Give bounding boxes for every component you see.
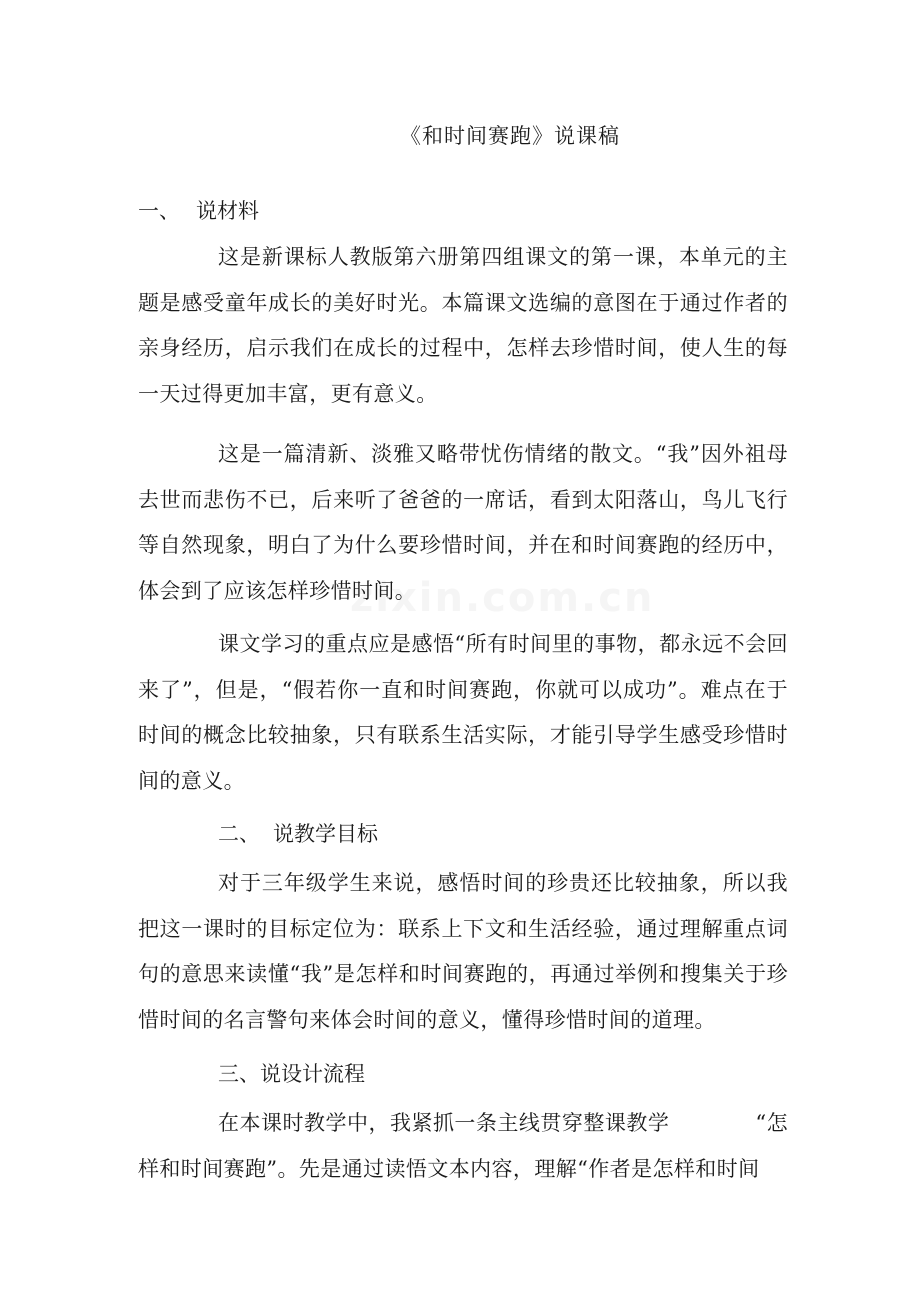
- section-heading-goals: [218, 818, 378, 848]
- watermark: zixin.com.cn: [350, 575, 655, 621]
- paragraph: [138, 432, 788, 614]
- paragraph: [138, 235, 788, 417]
- paragraph-text: 对于三年级学生来说，感悟时间的珍贵还比较抽象，所以我把这一课时的目标定位为：联系上下文和生活经验，通过理解重点词句的意思来读懂“我”是怎样和时间赛跑的，再通过举例和搜集关于珍惜时间的名言警句来体会时间的意义，懂得珍惜时间的道理。: [138, 871, 788, 1032]
- section-heading-text: 说材料: [196, 199, 259, 223]
- paragraph-text: 这是一篇清新、淡雅又略带忧伤情绪的散文。“我”因外祖母去世而悲伤不已，后来听了爸爸的一席话，看到太阳落山，鸟儿飞行等自然现象，明白了为什么要珍惜时间，并在和时间赛跑的经历中，体会到了应该怎样珍惜时间。: [138, 442, 788, 603]
- paragraph-text: 课文学习的重点应是感悟“所有时间里的事物，都永远不会回来了”，但是，“假若你一直和时间赛跑，你就可以成功”。难点在于时间的概念比较抽象，只有联系生活实际，才能引导学生感受珍惜时间的意义。: [138, 632, 788, 793]
- paragraph: [138, 861, 788, 1043]
- paragraph: [138, 1101, 788, 1192]
- paragraph-text: 这是新课标人教版第六册第四组课文的第一课，本单元的主题是感受童年成长的美好时光。本篇课文选编的意图在于通过作者的亲身经历，启示我们在成长的过程中，怎样去珍惜时间，使人生的每一天过得更加丰富，更有意义。: [138, 245, 788, 406]
- section-number: 一、: [138, 199, 180, 223]
- section-heading-process: 三、说设计流程: [218, 1062, 365, 1086]
- section-heading-materials: [138, 195, 259, 225]
- document-title: 《和时间赛跑》说课稿: [400, 124, 620, 148]
- section-number: 二、: [218, 822, 260, 846]
- section-heading-text: 说教学目标: [273, 822, 378, 846]
- paragraph-text: 在本课时教学中，我紧抓一条主线贯穿整课教学 “怎样和时间赛跑”。先是通过读悟文本内容，理解“作者是怎样和时间: [138, 1111, 788, 1181]
- paragraph: [138, 622, 788, 804]
